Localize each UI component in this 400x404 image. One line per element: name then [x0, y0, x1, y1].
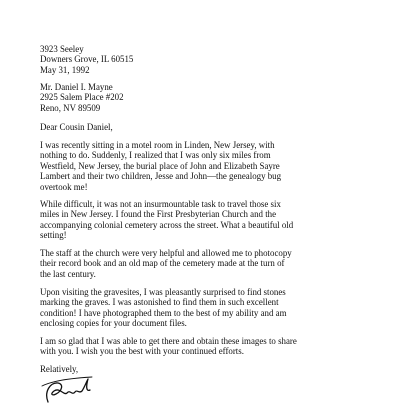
body-line: I was recently sitting in a motel room in Linden, New Jersey, with [40, 140, 275, 150]
body-line: While difficult, it was not an insurmountable task to travel those six [40, 199, 281, 209]
body-line: miles in New Jersey. I found the First Presbyterian Church and the [40, 209, 277, 219]
body-line: condition! I have photographed them to the best of my ability and am [40, 308, 287, 318]
recipient-street: 2925 Salem Place #202 [40, 92, 124, 102]
body-line: I am so glad that I was able to get there and obtain these images to share [40, 336, 297, 346]
body-line: enclosing copies for your document files. [40, 318, 187, 328]
closing: Relatively, [40, 364, 79, 374]
body-line: nothing to do. Suddenly, I realized that I was only six miles from [40, 150, 271, 160]
body-line: setting! [40, 230, 67, 240]
recipient-name: Mr. Daniel I. Mayne [40, 82, 113, 92]
salutation: Dear Cousin Daniel, [40, 122, 113, 132]
body-line: Westfield, New Jersey, the burial place of John and Elizabeth Sayre [40, 161, 280, 171]
recipient-city: Reno, NV 89509 [40, 103, 101, 113]
body-line: overtook me! [40, 182, 88, 192]
sender-street: 3923 Seeley [40, 44, 84, 54]
body-line: with you. I wish you the best with your continued efforts. [40, 346, 244, 356]
letter-date: May 31, 1992 [40, 65, 90, 75]
body-line: Lambert and their two children, Jesse and John—the genealogy bug [40, 171, 282, 181]
body-line: accompanying colonial cemetery across the street. What a beautiful old [40, 220, 294, 230]
body-line: marking the graves. I was astonished to find them in such excellent [40, 297, 279, 307]
body-line: Upon visiting the gravesites, I was pleasantly surprised to find stones [40, 287, 286, 297]
body-line: the last century. [40, 269, 96, 279]
sender-city: Downers Grove, IL 60515 [40, 54, 134, 64]
body-line: their record book and an old map of the cemetery made at the turn of [40, 258, 285, 268]
body-line: The staff at the church were very helpful and allowed me to photocopy [40, 248, 292, 258]
